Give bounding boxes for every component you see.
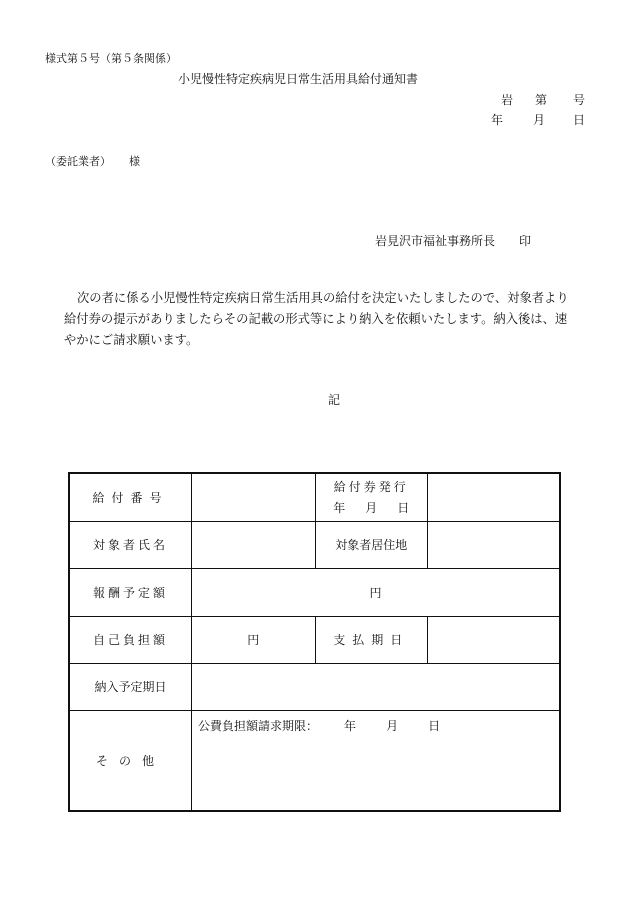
subject-address-value[interactable] (428, 521, 560, 568)
doc-date-day: 日 (572, 113, 585, 127)
voucher-year: 年 (333, 501, 346, 516)
doc-number-go: 号 (572, 93, 585, 107)
claim-deadline-month: 月 (386, 718, 399, 733)
voucher-day: 日 (397, 501, 410, 516)
issuer-name: 岩見沢市福祉事務所長 (375, 234, 496, 248)
table-row (69, 473, 560, 521)
form-id: 様式第５号（第５条関係） (45, 52, 177, 65)
document-title: 小児慢性特定疾病児日常生活用具給付通知書 (178, 72, 419, 86)
other-value[interactable] (192, 710, 560, 811)
benefit-table (68, 472, 561, 812)
doc-number-prefix: 岩 (500, 93, 513, 107)
table-row (69, 710, 560, 811)
voucher-issue-cell (315, 473, 428, 521)
claim-deadline-label: 公費負担額請求期限： (198, 718, 319, 733)
issuer-seal: 印 (519, 234, 532, 248)
delivery-date-value[interactable] (192, 663, 560, 710)
other-label: その他 (69, 710, 192, 811)
delivery-date-label: 納入予定期日 (69, 663, 192, 710)
subject-name-value[interactable] (192, 521, 315, 568)
document-date (491, 111, 585, 128)
payment-date-label: 支払期日 (315, 616, 428, 663)
subject-address-label: 対象者居住地 (315, 521, 428, 568)
payment-number-label: 給付番号 (69, 473, 192, 521)
table-row (69, 663, 560, 710)
table-row (69, 568, 560, 616)
claim-deadline-year: 年 (344, 718, 357, 733)
fee-label: 報酬予定額 (69, 568, 192, 616)
payment-number-value[interactable] (192, 473, 315, 521)
recipient-label: （委託業者） (45, 155, 111, 168)
payment-date-value[interactable] (428, 616, 560, 663)
issuer (375, 232, 531, 249)
ki-heading: 記 (328, 393, 341, 407)
doc-number-dai: 第 (534, 93, 547, 107)
subject-name-label: 対象者氏名 (69, 521, 192, 568)
doc-date-month: 月 (532, 113, 545, 127)
voucher-issue-label: 給付券発行 (333, 480, 409, 495)
table-row (69, 616, 560, 663)
voucher-issue-value[interactable] (428, 473, 560, 521)
recipient-honorific: 様 (129, 155, 140, 168)
document-number (501, 91, 585, 108)
claim-deadline-day: 日 (428, 718, 441, 733)
self-pay-value: 円 (192, 616, 315, 663)
fee-value: 円 (192, 568, 560, 616)
recipient (45, 153, 140, 169)
table-row (69, 521, 560, 568)
doc-date-year: 年 (490, 113, 503, 127)
self-pay-label: 自己負担額 (69, 616, 192, 663)
body-text: 次の者に係る小児慢性特定疾病日常生活用具の給付を決定いたしましたので、対象者より給付券の提示がありましたらその記載の形式等により納入を依頼いたします。納入後は、速やかにご請求願います。 (64, 291, 569, 347)
voucher-month: 月 (365, 501, 378, 516)
